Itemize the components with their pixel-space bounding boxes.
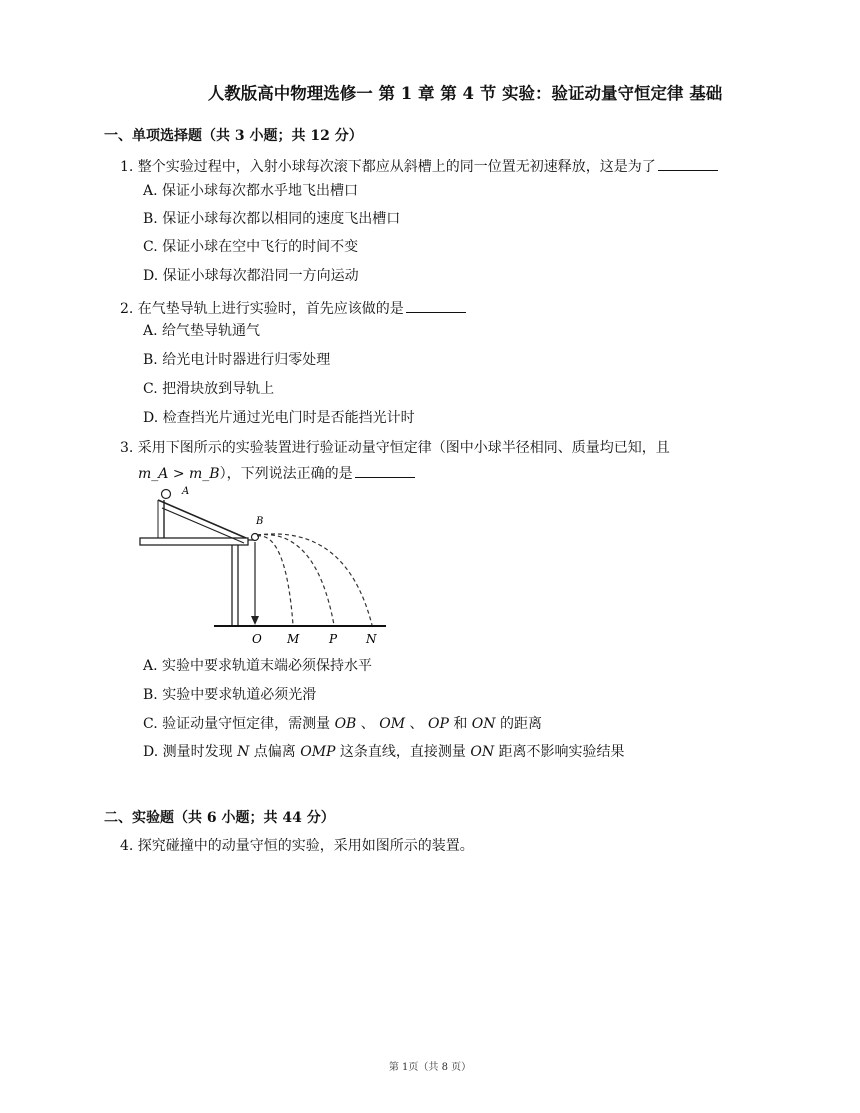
q3-option-d: D. 测量时发现 N 点偏离 OMP 这条直线，直接测量 ON 距离不影响实验结果 (143, 744, 625, 760)
mass-inequality: m_A > m_B (138, 466, 220, 482)
q1-option-c: C. 保证小球在空中飞行的时间不变 (143, 239, 359, 255)
answer-blank (355, 465, 415, 478)
page-footer: 第 1页（共 8 页） (388, 1062, 472, 1073)
q3-option-c: C. 验证动量守恒定律，需测量 OB 、 OM 、 OP 和 ON 的距离 (143, 716, 542, 732)
label-a: A (182, 486, 190, 497)
question-1-stem: 1. 整个实验过程中，入射小球每次滚下都应从斜槽上的同一位置无初速释放，这是为了 (120, 159, 656, 175)
q1-option-d: D. 保证小球每次都沿同一方向运动 (143, 268, 359, 284)
section-heading-experiment: 二、实验题（共 6 小题；共 44 分） (104, 810, 335, 826)
label-m: M (287, 632, 300, 646)
q2-option-d: D. 检查挡光片通过光电门时是否能挡光计时 (143, 410, 415, 426)
label-p: P (329, 632, 338, 646)
q3-option-b: B. 实验中要求轨道必须光滑 (143, 687, 317, 703)
label-b: B (256, 516, 264, 527)
label-n: N (366, 632, 377, 646)
q1-option-a: A. 保证小球每次都水乎地飞出槽口 (143, 183, 359, 199)
question-3-line-1: 3. 采用下图所示的实验装置进行验证动量守恒定律（图中小球半径相同、质量均已知，且 (120, 440, 670, 456)
question-4: 4. 探究碰撞中的动量守恒的实验，采用如图所示的装置。 (120, 838, 474, 854)
question-1 (120, 156, 718, 176)
page-title: 人教版高中物理选修一 第 1 章 第 4 节 实验：验证动量守恒定律 基础 (207, 84, 723, 103)
q2-option-a: A. 给气垫导轨通气 (143, 323, 261, 339)
question-3-tail: ），下列说法正确的是 (219, 466, 353, 482)
label-o: O (252, 632, 262, 646)
q2-option-c: C. 把滑块放到导轨上 (143, 381, 275, 397)
q3-option-a: A. 实验中要求轨道末端必须保持水平 (143, 658, 373, 674)
q1-option-b: B. 保证小球每次都以相同的速度飞出槽口 (143, 211, 401, 227)
question-2 (120, 298, 466, 318)
q2-option-b: B. 给光电计时器进行归零处理 (143, 352, 331, 368)
section-heading-choice: 一、单项选择题（共 3 小题；共 12 分） (104, 128, 363, 144)
answer-blank (406, 300, 466, 313)
experiment-apparatus-figure (136, 480, 396, 650)
question-2-stem: 2. 在气垫导轨上进行实验时，首先应该做的是 (120, 301, 404, 317)
answer-blank (658, 158, 718, 171)
